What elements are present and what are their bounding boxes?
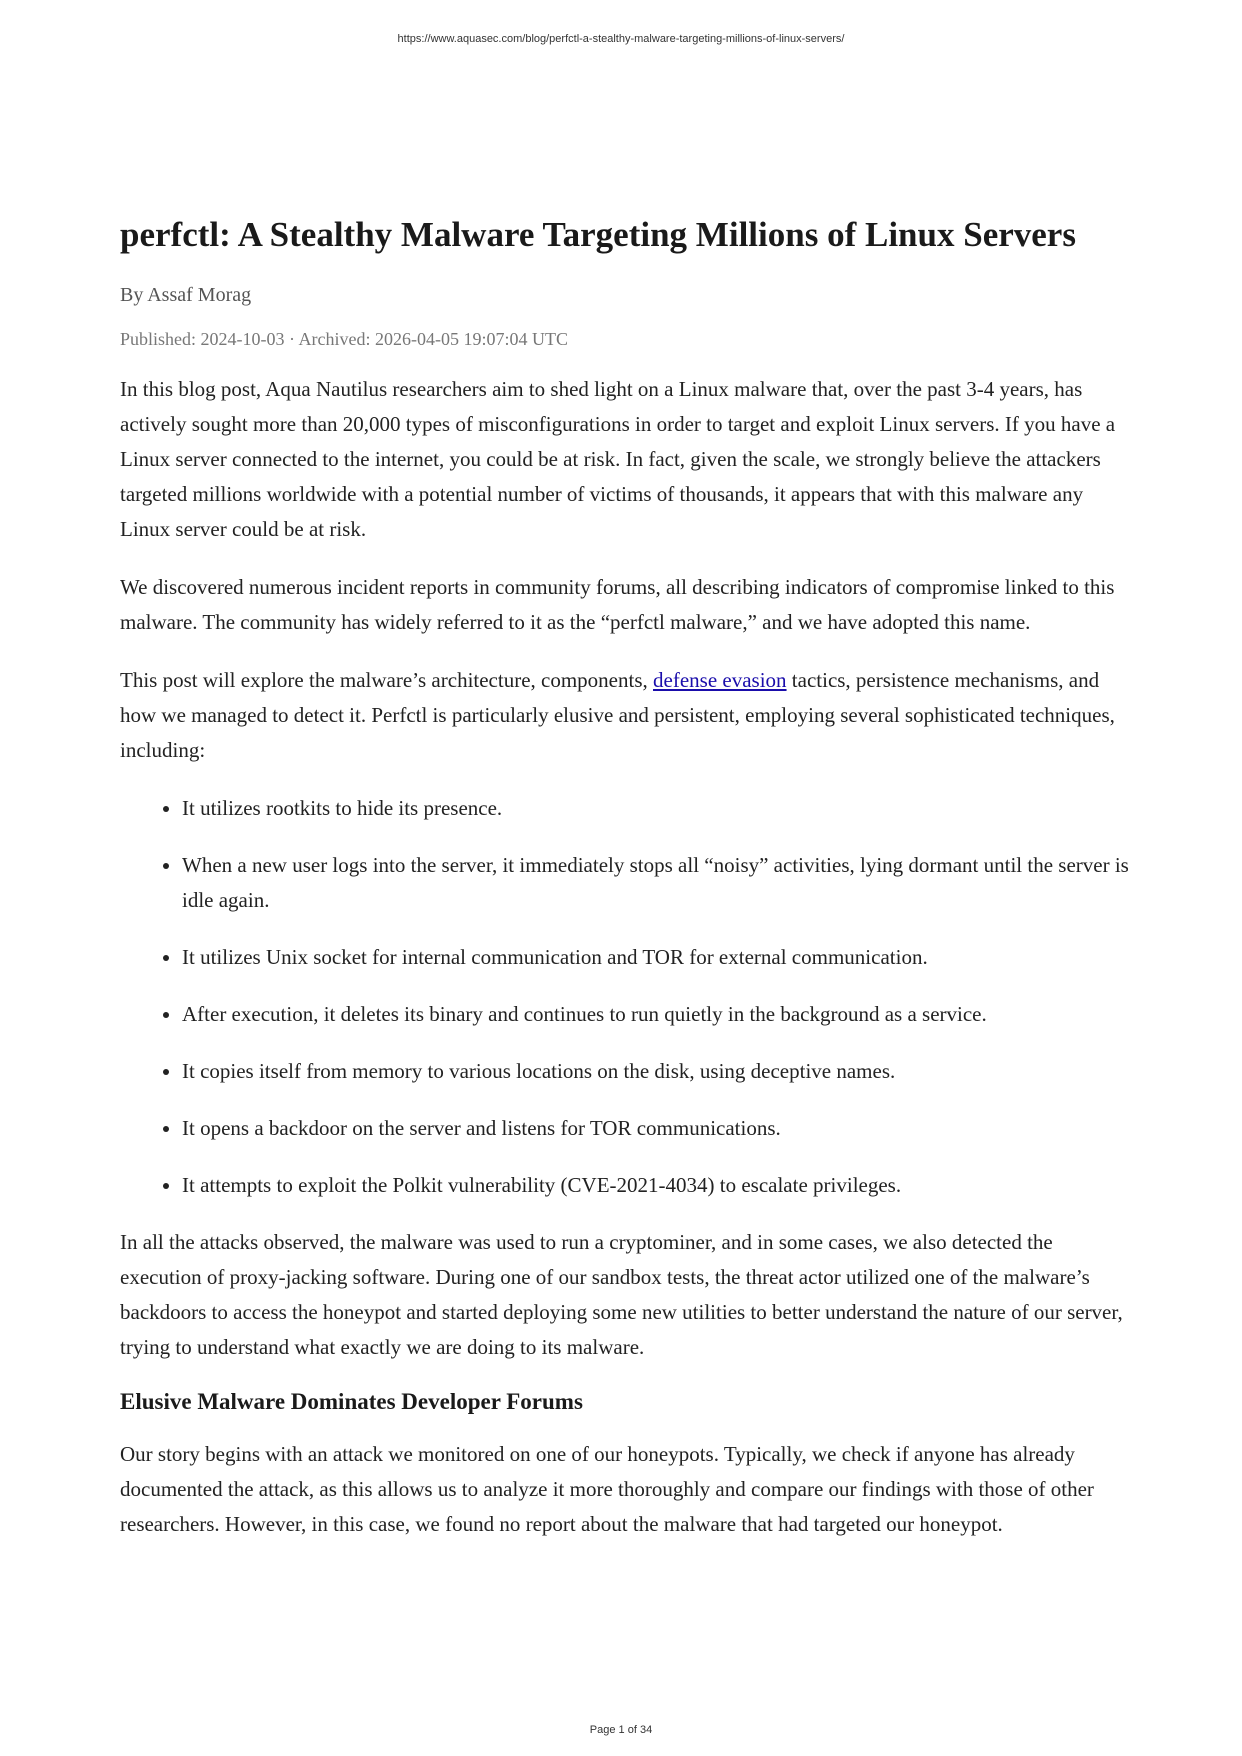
article [120,212,1135,1565]
defense-evasion-link[interactable]: defense evasion [653,667,787,692]
list-item: • It utilizes rootkits to hide its presence. [182,791,1135,826]
page-number: Page 1 of 34 [589,1724,653,1736]
text: tactics, persistence mechanisms, and how we managed to detect it. Perfctl is particularly elusive and persistent, employing several sophisticated techniques, including: [120,667,1115,762]
technique-list [120,791,1135,1203]
paragraph: In all the attacks observed, the malware was used to run a cryptominer, and in some cases, we also detected the execution of proxy-jacking software. During one of our sandbox tests, the threat actor utilized one of the malware’s backdoors to access the honeypot and started deploying some new utilities to better understand the nature of our server, trying to understand what exactly we are doing to its malware. [120,1229,1123,1359]
article-title: perfctl: A Stealthy Malware Targeting Millions of Linux Servers [120,215,1076,254]
list-item: • It opens a backdoor on the server and listens for TOR communications. [182,1111,1135,1146]
list-item: • After execution, it deletes its binary and continues to run quietly in the background as a service. [182,997,1135,1032]
publish-meta: Published: 2024-10-03 · Archived: 2026-04-05 19:07:04 UTC [120,328,568,349]
section-heading: Elusive Malware Dominates Developer Forums [120,1388,583,1414]
list-item: • It copies itself from memory to various locations on the disk, using deceptive names. [182,1054,1135,1089]
paragraph: In this blog post, Aqua Nautilus researchers aim to shed light on a Linux malware that, over the past 3-4 years, has actively sought more than 20,000 types of misconfigurations in order to target and exploit Linux servers. If you have a Linux server connected to the internet, you could be at risk. In fact, given the scale, we strongly believe the attackers targeted millions worldwide with a potential number of victims of thousands, it appears that with this malware any Linux server could be at risk. [120,376,1116,541]
page-url: https://www.aquasec.com/blog/perfctl-a-stealthy-malware-targeting-millions-of-linux-servers/ [397,33,845,45]
paragraph: We discovered numerous incident reports in community forums, all describing indicators of compromise linked to this malware. The community has widely referred to it as the “perfctl malware,” and we have adopted this name. [120,574,1115,634]
paragraph [120,663,1135,768]
list-item: • It attempts to exploit the Polkit vulnerability (CVE-2021-4034) to escalate privileges. [182,1168,1135,1203]
text: This post will explore the malware’s architecture, components, [120,667,654,692]
byline: By Assaf Morag [120,283,252,306]
list-item: • It utilizes Unix socket for internal communication and TOR for external communication. [182,940,1135,975]
list-item: • When a new user logs into the server, it immediately stops all “noisy” activities, lying dormant until the server is idle again. [182,848,1135,918]
paragraph: Our story begins with an attack we monitored on one of our honeypots. Typically, we check if anyone has already documented the attack, as this allows us to analyze it more thoroughly and compare our findings with those of other researchers. However, in this case, we found no report about the malware that had targeted our honeypot. [120,1441,1094,1536]
